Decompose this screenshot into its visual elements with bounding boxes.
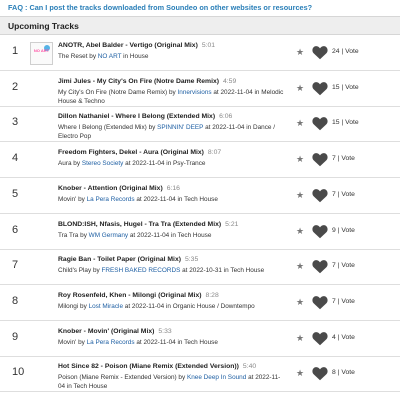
track-title-link[interactable]: Ragie Ban - Toilet Paper (Original Mix) <box>58 256 181 264</box>
track-label-link[interactable]: Innervisions <box>177 88 212 96</box>
heart-icon[interactable] <box>312 331 328 346</box>
track-at: at <box>213 88 219 96</box>
track-by: by <box>92 267 100 275</box>
track-in: in <box>166 160 172 168</box>
vote-count[interactable]: 24 | Vote <box>332 48 359 55</box>
track-release: My City's On Fire (Notre Dame Remix) <box>58 88 168 96</box>
star-icon[interactable]: ★ <box>296 332 305 343</box>
track-in: in <box>165 302 171 310</box>
track-release: Milongi <box>58 302 79 310</box>
track-in: in <box>171 231 176 239</box>
vote-count[interactable]: 7 | Vote <box>332 297 355 305</box>
track-details <box>58 52 286 61</box>
track-date: 2022-11-04 <box>131 302 165 310</box>
track-by: by <box>168 88 176 96</box>
track-label-link[interactable]: Stereo Society <box>81 160 124 168</box>
track-row <box>0 36 400 71</box>
track-duration: 5:21 <box>225 220 239 228</box>
track-release: Child's Play <box>58 267 92 275</box>
track-by: by <box>89 53 97 60</box>
track-release: Tra Tra <box>58 231 79 239</box>
track-duration: 8:07 <box>207 149 222 157</box>
track-title-link[interactable]: Freedom Fighters, Dekel - Aura (Original Mix) <box>58 149 204 157</box>
star-icon[interactable]: ★ <box>296 82 305 93</box>
track-artwork[interactable] <box>30 221 53 244</box>
heart-icon[interactable] <box>312 295 328 310</box>
track-by: by <box>80 302 87 310</box>
vote-count[interactable]: 8 | Vote <box>332 369 355 377</box>
track-release: Movin' <box>58 195 77 203</box>
track-artwork[interactable] <box>30 78 53 101</box>
track-at: at <box>136 338 142 346</box>
track-title-line <box>58 328 286 335</box>
track-artwork[interactable] <box>30 256 53 279</box>
track-title-link[interactable]: Knober - Attention (Original Mix) <box>58 184 163 192</box>
track-title-link[interactable]: Hot Since 82 - Poison (Miane Remix (Extended Version)) <box>58 363 239 371</box>
star-icon[interactable]: ★ <box>296 189 305 200</box>
star-icon[interactable]: ★ <box>296 118 305 129</box>
faq-banner <box>8 3 398 15</box>
track-artwork[interactable] <box>30 363 53 386</box>
upcoming-tracks-header <box>0 16 400 35</box>
vote-count[interactable]: 7 | Vote <box>332 190 355 198</box>
track-by: by <box>80 231 87 239</box>
artwork-image <box>30 42 53 65</box>
track-artwork[interactable] <box>30 42 53 65</box>
track-artwork[interactable] <box>30 113 53 136</box>
track-title-link[interactable]: Roy Rosenfeld, Khen - Milongi (Original Mix) <box>58 291 202 299</box>
track-row <box>0 215 400 250</box>
track-by: by <box>78 195 85 203</box>
track-release: Where I Belong (Extended Mix) <box>58 124 147 132</box>
track-date: 2022-11-04 <box>137 231 170 239</box>
track-at: at <box>125 160 131 168</box>
track-release: Movin' <box>58 338 77 346</box>
track-genre[interactable]: Organic House / Downtempo <box>172 302 255 310</box>
track-row <box>0 357 400 392</box>
track-row <box>0 107 400 142</box>
star-icon[interactable]: ★ <box>296 261 305 272</box>
track-title-line <box>58 221 286 228</box>
heart-icon[interactable] <box>312 366 328 381</box>
track-details <box>58 159 286 168</box>
heart-icon[interactable] <box>312 188 328 203</box>
track-in: in <box>177 195 183 203</box>
track-number: 4 <box>12 152 19 165</box>
track-details <box>58 266 286 275</box>
heart-icon[interactable] <box>312 45 328 60</box>
track-artwork[interactable] <box>30 185 53 208</box>
heart-icon[interactable] <box>312 259 328 274</box>
track-genre[interactable]: Tech House <box>230 267 265 275</box>
track-label-link[interactable]: NO ART <box>97 53 122 60</box>
track-label-link[interactable]: La Pera Records <box>86 338 135 346</box>
track-number: 1 <box>12 45 19 57</box>
track-duration: 8:28 <box>205 291 219 299</box>
track-details <box>58 231 286 240</box>
track-by: by <box>178 374 186 382</box>
faq-link[interactable]: FAQ : Can I post the tracks downloaded from Soundeo on other websites or resources? <box>8 3 313 12</box>
track-label-link[interactable]: Knee Deep In Sound <box>186 374 247 382</box>
section-title: Upcoming Tracks <box>8 21 79 31</box>
track-date: 2022-11-04 <box>132 160 165 168</box>
track-title-line <box>58 78 286 85</box>
track-details <box>58 373 286 391</box>
track-label-link[interactable]: WM Germany <box>88 231 129 239</box>
track-duration: 5:40 <box>242 363 257 371</box>
track-details <box>58 123 286 141</box>
artwork-text: NO ART <box>33 48 50 53</box>
track-title-line <box>58 113 286 120</box>
track-genre[interactable]: House <box>129 53 149 60</box>
track-genre[interactable]: Tech House <box>184 195 218 203</box>
track-number: 7 <box>12 259 19 272</box>
track-number: 3 <box>12 116 19 129</box>
vote-count[interactable]: 7 | Vote <box>332 155 355 163</box>
star-icon[interactable]: ★ <box>296 296 305 307</box>
track-details <box>58 302 286 311</box>
track-at: at <box>248 374 254 382</box>
track-number: 2 <box>12 80 19 93</box>
track-date: 2022-11-04 <box>143 338 176 346</box>
track-number: 8 <box>12 294 19 307</box>
track-title-link[interactable]: Dillon Nathaniel - Where I Belong (Extended Mix) <box>58 113 216 121</box>
track-title-link[interactable]: ANOTR, Abel Balder - Vertigo (Original Mix) <box>58 42 198 49</box>
track-date: 2022-10-31 <box>189 267 222 275</box>
track-title-line <box>58 42 286 49</box>
track-genre[interactable]: Tech House <box>184 338 218 346</box>
track-title-link[interactable]: Knober - Movin' (Original Mix) <box>58 327 155 335</box>
track-row <box>0 72 400 107</box>
track-duration: 6:16 <box>166 184 180 192</box>
track-at: at <box>136 195 142 203</box>
track-title-line <box>58 292 286 299</box>
track-release: The Reset <box>58 53 88 60</box>
track-number: 9 <box>12 330 19 343</box>
track-date: 2022-11-04 <box>58 374 281 391</box>
track-duration: 5:33 <box>158 327 172 335</box>
vote-count[interactable]: 15 | Vote <box>332 83 359 91</box>
track-label-link[interactable]: Lost Miracle <box>88 302 124 310</box>
track-artwork[interactable] <box>30 328 53 351</box>
track-in: in <box>246 124 252 132</box>
star-icon[interactable]: ★ <box>296 225 305 236</box>
track-title-line <box>58 149 286 156</box>
track-duration: 5:35 <box>185 256 199 264</box>
track-date: 2022-11-04 <box>143 195 176 203</box>
track-title-line <box>58 363 286 370</box>
track-duration: 6:06 <box>219 113 233 121</box>
track-release: Aura <box>58 160 72 168</box>
heart-icon[interactable] <box>312 152 328 167</box>
track-title-link[interactable]: BLOND:ISH, Nfasis, Hugel - Tra Tra (Extended Mix) <box>58 220 222 228</box>
track-number: 6 <box>12 223 19 236</box>
track-row <box>0 286 400 321</box>
track-genre[interactable]: Tech House <box>73 383 108 391</box>
track-genre[interactable]: Psy-Trance <box>173 160 206 168</box>
track-number: 5 <box>12 187 19 200</box>
track-at: at <box>124 302 131 310</box>
track-number: 10 <box>12 366 25 379</box>
track-title-line <box>58 256 286 263</box>
track-in: in <box>123 53 129 60</box>
vote-count[interactable]: 15 | Vote <box>332 119 359 127</box>
heart-icon[interactable] <box>312 81 328 96</box>
track-row <box>0 179 400 214</box>
track-by: by <box>148 124 156 132</box>
vote-count[interactable]: 9 | Vote <box>332 226 355 234</box>
track-in: in <box>223 267 229 275</box>
track-duration: 5:01 <box>201 42 216 49</box>
track-genre[interactable]: Dance / Electro Pop <box>58 124 276 141</box>
track-details <box>58 195 286 204</box>
track-duration: 4:59 <box>223 77 237 85</box>
track-details <box>58 338 286 347</box>
track-at: at <box>182 267 188 275</box>
track-at: at <box>205 124 211 132</box>
star-icon[interactable]: ★ <box>296 368 305 379</box>
track-details <box>58 88 286 106</box>
track-at: at <box>129 231 136 239</box>
track-label-link[interactable]: La Pera Records <box>86 195 135 203</box>
track-artwork[interactable] <box>30 292 53 315</box>
track-row <box>0 143 400 178</box>
track-row <box>0 322 400 357</box>
track-in: in <box>254 88 260 96</box>
track-in: in <box>66 383 72 391</box>
track-title-line <box>58 185 286 192</box>
vote-count[interactable]: 7 | Vote <box>332 262 355 270</box>
heart-icon[interactable] <box>312 224 328 239</box>
track-title-link[interactable]: Jimi Jules - My City's On Fire (Notre Dame Remix) <box>58 77 220 85</box>
star-icon[interactable]: ★ <box>296 154 305 165</box>
track-genre[interactable]: Tech House <box>177 231 212 239</box>
track-label-link[interactable]: FRESH BAKED RECORDS <box>101 267 181 275</box>
track-by: by <box>78 338 85 346</box>
vote-count[interactable]: 4 | Vote <box>332 333 355 341</box>
track-date: 2022-11-04 <box>220 88 253 96</box>
star-icon[interactable]: ★ <box>296 47 305 57</box>
track-label-link[interactable]: SPINNIN' DEEP <box>157 124 204 132</box>
track-by: by <box>73 160 81 168</box>
track-release: Poison (Miane Remix - Extended Version) <box>58 374 177 382</box>
track-genre[interactable]: Melodic House & Techno <box>58 88 284 105</box>
track-artwork[interactable] <box>30 149 53 172</box>
track-date: 2022-11-04 <box>212 124 245 132</box>
track-in: in <box>177 338 183 346</box>
track-row <box>0 250 400 285</box>
heart-icon[interactable] <box>312 116 328 131</box>
